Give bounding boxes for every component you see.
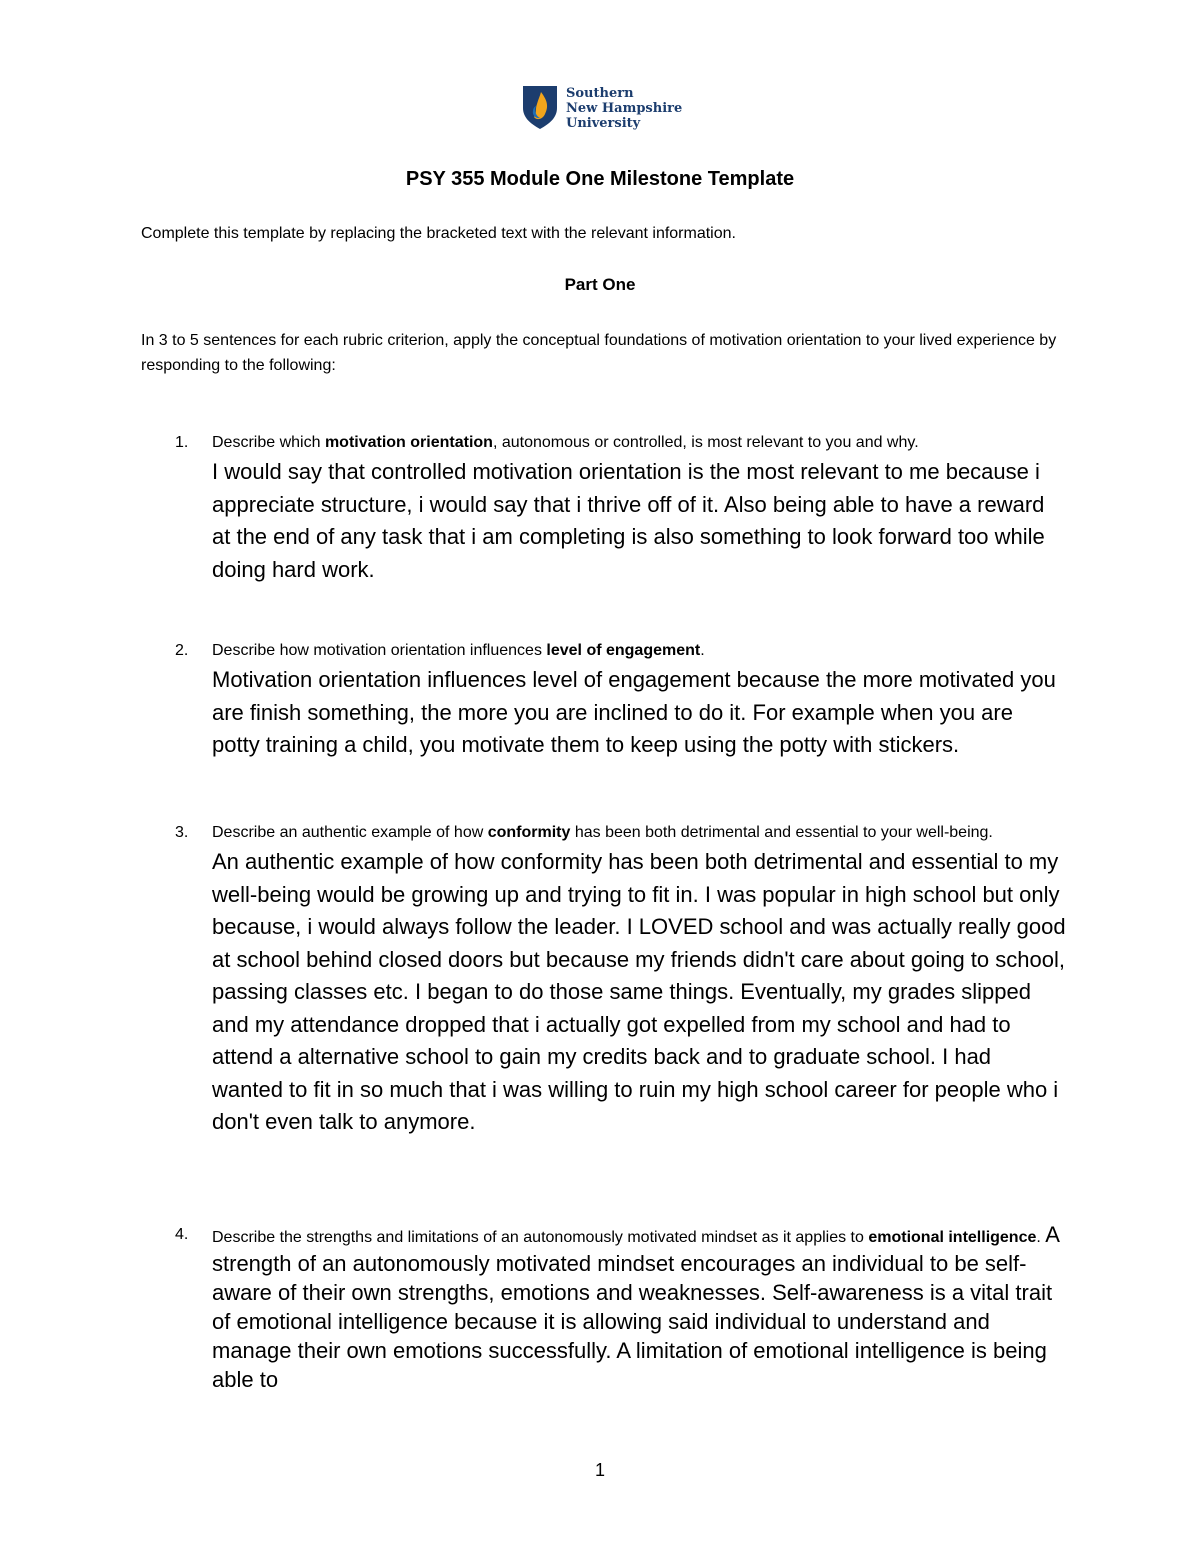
page-number: 1 bbox=[594, 1460, 605, 1480]
list-item-1 bbox=[141, 430, 1066, 586]
intro-paragraph: In 3 to 5 sentences for each rubric criterion, apply the conceptual foundations of motivation orientation to your lived experience by responding to the following: bbox=[141, 332, 1057, 374]
flame-shield-icon bbox=[522, 84, 558, 130]
prompt-bold-term: emotional intelligence bbox=[868, 1229, 1037, 1246]
prompt-text: has been both detrimental and essential to your well-being. bbox=[570, 824, 993, 841]
part-heading: Part One bbox=[564, 275, 636, 294]
prompt-text: . bbox=[700, 642, 705, 659]
document-title: PSY 355 Module One Milestone Template bbox=[405, 168, 795, 190]
item-prompt bbox=[212, 430, 1066, 456]
list-item-4 bbox=[141, 1222, 1066, 1396]
logo-line-3: University bbox=[566, 116, 641, 131]
prompt-text: . bbox=[1036, 1229, 1041, 1246]
list-item-2 bbox=[141, 638, 1066, 762]
item-answer: An authentic example of how conformity has been both detrimental and essential to my well-being would be growing up and trying to fit in. I was popular in high school but only because, i would always follow the leader. I LOVED school and was actually really good at school behind closed doors but because my friends didn't care about going to school, passing classes etc. I began to do those same things. Eventually, my grades slipped and my attendance dropped that i actually got expelled from my school and had to attend a alternative school to gain my credits back and to graduate school. I had wanted to fit in so much that i was willing to ruin my high school career for people who i don't even talk to anymore. bbox=[212, 849, 1066, 1134]
prompt-text: Describe how motivation orientation influences bbox=[212, 642, 547, 659]
logo-line-2: New Hampshire bbox=[566, 101, 683, 116]
item-number: 4. bbox=[175, 1226, 189, 1243]
item-prompt bbox=[212, 820, 1066, 846]
prompt-text: Describe which bbox=[212, 434, 325, 451]
prompt-text: Describe the strengths and limitations of an autonomously motivated mindset as it applies to bbox=[212, 1229, 869, 1246]
item-number: 2. bbox=[175, 642, 189, 659]
list-item-3 bbox=[141, 820, 1066, 1139]
university-logo bbox=[522, 84, 682, 131]
item-prompt bbox=[212, 638, 1066, 664]
prompt-text: Describe an authentic example of how bbox=[212, 824, 488, 841]
logo-wordmark bbox=[566, 86, 682, 131]
prompt-text: , autonomous or controlled, is most relevant to you and why. bbox=[492, 434, 919, 451]
prompt-bold-term: conformity bbox=[487, 824, 571, 841]
item-prompt bbox=[212, 1222, 1066, 1396]
instructions: Complete this template by replacing the bracketed text with the relevant information. bbox=[141, 225, 736, 242]
logo-line-1: Southern bbox=[566, 86, 634, 101]
item-answer: I would say that controlled motivation orientation is the most relevant to me because i appreciate structure, i would say that i thrive off of it. Also being able to have a reward at the end of any task that i am completing is also something to look forward too while doing hard work. bbox=[212, 459, 1045, 582]
item-number: 3. bbox=[175, 824, 189, 841]
prompt-bold-term: motivation orientation bbox=[324, 434, 493, 451]
item-answer: Motivation orientation influences level of engagement because the more motivated you are finish something, the more you are inclined to do it. For example when you are potty training a child, you motivate them to keep using the potty with stickers. bbox=[212, 667, 1056, 757]
item-number: 1. bbox=[175, 434, 189, 451]
item-answer: A strength of an autonomously motivated mindset encourages an individual to be self-aware of their own strengths, emotions and weaknesses. Self-awareness is a vital trait of emotional intelligence because it is allowing said individual to understand and manage their own emotions successfully. A limitation of emotional intelligence is being able to bbox=[212, 1222, 1059, 1392]
prompt-bold-term: level of engagement bbox=[546, 642, 701, 659]
